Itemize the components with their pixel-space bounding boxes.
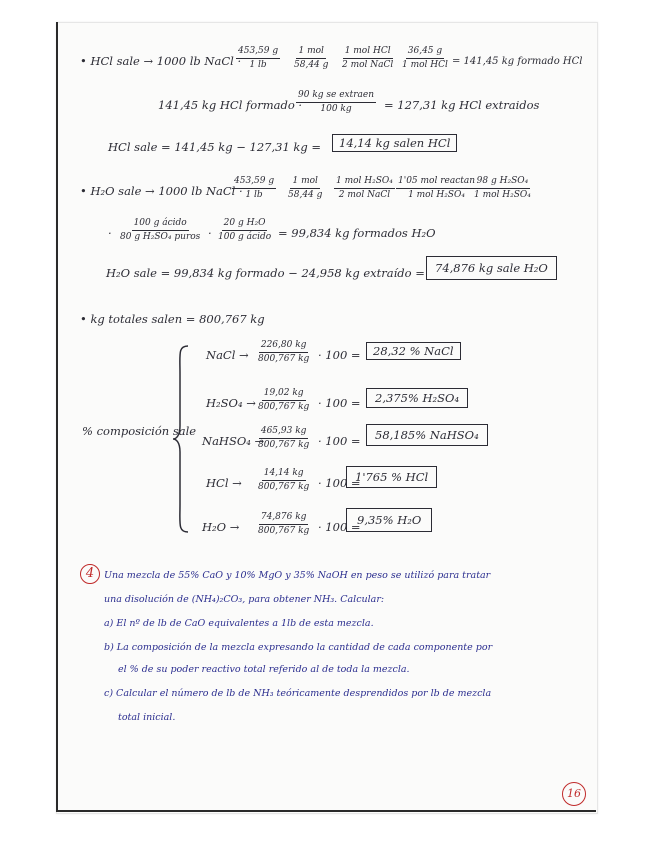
times-100: · 100 = bbox=[318, 520, 361, 534]
result-box: 58,185% NaHSO₄ bbox=[366, 424, 488, 446]
composition-label: % composición sale bbox=[82, 424, 197, 438]
hcl-f4: 36,45 g 1 mol HCl bbox=[402, 46, 448, 70]
problem-line: Una mezcla de 55% CaO y 10% MgO y 35% NaOH en peso se utilizó para tratar bbox=[104, 570, 491, 581]
page-number-circle: 16 bbox=[562, 782, 586, 806]
problem-line: b) La composición de la mezcla expresando la cantidad de cada componente por bbox=[104, 642, 493, 653]
problem-number-circle: 4 bbox=[80, 564, 100, 584]
hcl-f1: $\frac{453,59 g}{1 lb}$ bbox=[238, 46, 279, 70]
h2o-line2-result: = 99,834 kg formados H₂O bbox=[278, 226, 436, 240]
hcl-line2-f1: 90 kg se extraen 100 kg bbox=[298, 90, 375, 114]
problem-line: total inicial. bbox=[118, 712, 176, 723]
times-100: · 100 = bbox=[318, 434, 361, 448]
h2o-f3: 1 mol H₂SO₄ 2 mol NaCl bbox=[336, 176, 393, 200]
result-box: 9,35% H₂O bbox=[346, 508, 432, 532]
h2o-line3-text: H₂O sale = 99,834 kg formado − 24,958 kg extraído = bbox=[106, 266, 425, 280]
h2o-result-box: 74,876 kg sale H₂O bbox=[426, 256, 557, 280]
h2o-line2-f1: 100 g ácido 80 g H₂SO₄ puros bbox=[120, 218, 201, 242]
result-box: 28,32 % NaCl bbox=[366, 342, 461, 360]
result-box: 2,375% H₂SO₄ bbox=[366, 388, 468, 408]
species-label: HCl → bbox=[206, 476, 242, 490]
composition-fraction: $\frac{465,93 kg}{800,767 kg}$ bbox=[258, 426, 310, 450]
species-label: NaCl → bbox=[206, 348, 249, 362]
h2o-f5: 98 g H₂SO₄ 1 mol H₂SO₄ bbox=[474, 176, 531, 200]
page-left-edge bbox=[56, 22, 58, 812]
hcl-result-box: 14,14 kg salen HCl bbox=[332, 134, 457, 152]
species-label: H₂SO₄ → bbox=[206, 396, 256, 410]
hcl-line2-result: = 127,31 kg HCl extraidos bbox=[384, 98, 540, 112]
times-100: · 100 = bbox=[318, 348, 361, 362]
problem-line: c) Calcular el número de lb de NH₃ teóricamente desprendidos por lb de mezcla bbox=[104, 688, 492, 699]
times-100: · 100 = bbox=[318, 396, 361, 410]
totals-line: • kg totales salen = 800,767 kg bbox=[80, 312, 265, 326]
result-box: 1'765 % HCl bbox=[346, 466, 437, 488]
composition-fraction: $\frac{226,80 kg}{800,767 kg}$ bbox=[258, 340, 310, 364]
times-100: · 100 = bbox=[318, 476, 361, 490]
h2o-f2: 1 mol 58,44 g bbox=[288, 176, 323, 200]
hcl-line1-result: = 141,45 kg formado HCl bbox=[452, 56, 583, 67]
hcl-line3-text: HCl sale = 141,45 kg − 127,31 kg = bbox=[108, 140, 322, 154]
h2o-f1: $\frac{453,59 g}{1 lb}$ bbox=[234, 176, 275, 200]
h2o-f4: 1'05 mol reactan 1 mol H₂SO₄ bbox=[398, 176, 476, 200]
problem-line: una disolución de (NH₄)₂CO₃, para obtener NH₃. Calcular: bbox=[104, 594, 385, 605]
composition-fraction: $\frac{74,876 kg}{800,767 kg}$ bbox=[258, 512, 310, 536]
composition-fraction: $\frac{14,14 kg}{800,767 kg}$ bbox=[258, 468, 310, 492]
curly-brace bbox=[172, 344, 190, 534]
page-bottom-edge bbox=[56, 810, 596, 812]
h2o-line2-dot2: · bbox=[208, 226, 212, 240]
hcl-f3: 1 mol HCl 2 mol NaCl bbox=[342, 46, 394, 70]
species-label: NaHSO₄ → bbox=[202, 434, 265, 448]
hcl-line2-lead: 141,45 kg HCl formado · bbox=[158, 98, 303, 112]
problem-line: a) El nº de lb de CaO equivalentes a 1lb de esta mezcla. bbox=[104, 618, 374, 629]
h2o-line1-lead: • H₂O sale → 1000 lb NaCl · bbox=[80, 184, 243, 198]
problem-line: el % de su poder reactivo total referido al de toda la mezcla. bbox=[118, 664, 410, 675]
h2o-line2-dot: · bbox=[108, 226, 112, 240]
hcl-line1-lead: • HCl sale → 1000 lb NaCl · bbox=[80, 54, 242, 68]
composition-fraction: $\frac{19,02 kg}{800,767 kg}$ bbox=[258, 388, 310, 412]
species-label: H₂O → bbox=[202, 520, 240, 534]
hcl-f2: 1 mol 58,44 g bbox=[294, 46, 329, 70]
h2o-line2-f2: 20 g H₂O 100 g ácido bbox=[218, 218, 272, 242]
